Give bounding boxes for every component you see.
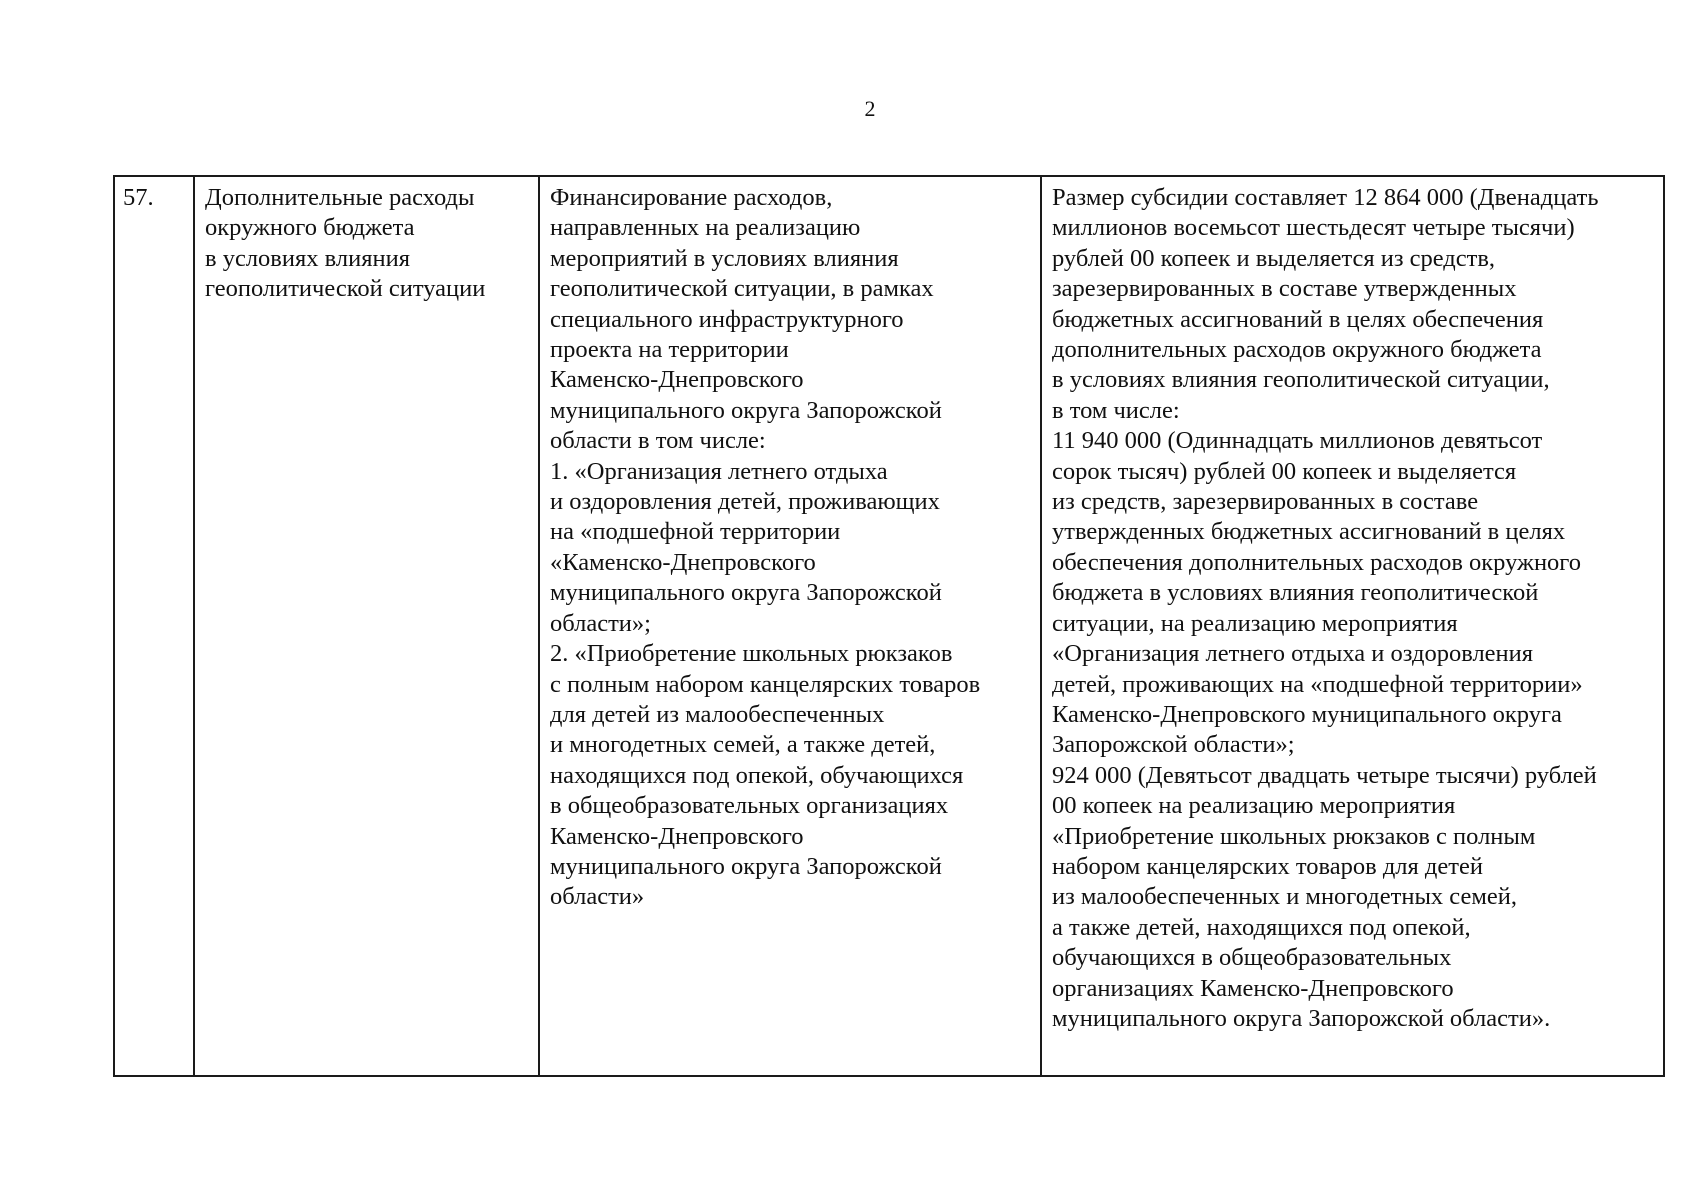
text-line: ситуации, на реализацию мероприятия xyxy=(1052,609,1458,637)
text-line: а также детей, находящихся под опекой, xyxy=(1052,913,1471,941)
text-line: в условиях влияния xyxy=(205,244,410,272)
text-line: муниципального округа Запорожской xyxy=(550,579,942,607)
text-line: набором канцелярских товаров для детей xyxy=(1052,852,1483,880)
text-line: Каменско-Днепровского xyxy=(550,366,804,394)
text-line: сорок тысяч) рублей 00 копеек и выделяется xyxy=(1052,457,1517,485)
text-line: в условиях влияния геополитической ситуации, xyxy=(1052,366,1550,394)
text-line: для детей из малообеспеченных xyxy=(550,700,885,728)
text-line: 924 000 (Девятьсот двадцать четыре тысячи) рублей xyxy=(1052,761,1597,789)
text-line: миллионов восемьсот шестьдесят четыре тысячи) xyxy=(1052,214,1575,242)
text-line: геополитической ситуации xyxy=(205,275,486,303)
text-line: рублей 00 копеек и выделяется из средств, xyxy=(1052,244,1496,272)
text-line: с полным набором канцелярских товаров xyxy=(550,670,981,698)
text-line: 2. «Приобретение школьных рюкзаков xyxy=(550,640,953,668)
text-line: области»; xyxy=(550,609,651,637)
text-line: организациях Каменско-Днепровского xyxy=(1052,974,1454,1002)
text-line: бюджетных ассигнований в целях обеспечения xyxy=(1052,305,1544,333)
text-line: на «подшефной территории xyxy=(550,518,841,546)
text-line: направленных на реализацию xyxy=(550,214,861,242)
text-line: мероприятий в условиях влияния xyxy=(550,244,899,272)
text-line: муниципального округа Запорожской xyxy=(550,396,942,424)
text-line: окружного бюджета xyxy=(205,214,415,242)
text-line: Финансирование расходов, xyxy=(550,184,833,211)
text-line: и многодетных семей, а также детей, xyxy=(550,731,936,759)
text-line: детей, проживающих на «подшефной территории» xyxy=(1052,670,1583,698)
row-number-cell xyxy=(114,176,194,1076)
text-line: 1. «Организация летнего отдыха xyxy=(550,457,888,485)
purpose-cell xyxy=(539,176,1041,1076)
text-line: и оздоровления детей, проживающих xyxy=(550,488,940,516)
text-line: «Организация летнего отдыха и оздоровления xyxy=(1052,640,1534,668)
text-line: Запорожской области»; xyxy=(1052,731,1295,759)
text-line: области в том числе: xyxy=(550,427,766,455)
text-line: Каменско-Днепровского xyxy=(550,822,804,850)
text-line: 11 940 000 (Одиннадцать миллионов девятьсот xyxy=(1052,427,1543,455)
text-line: бюджета в условиях влияния геополитической xyxy=(1052,579,1539,607)
text-line: из малообеспеченных и многодетных семей, xyxy=(1052,883,1517,911)
text-line: «Каменско-Днепровского xyxy=(550,548,816,576)
text-line: находящихся под опекой, обучающихся xyxy=(550,761,964,789)
details-cell xyxy=(1041,176,1664,1076)
text-line: дополнительных расходов окружного бюджета xyxy=(1052,336,1542,364)
text-line: в том числе: xyxy=(1052,396,1180,424)
text-line: проекта на территории xyxy=(550,336,789,364)
text-line: специального инфраструктурного xyxy=(550,305,904,333)
expense-name-cell xyxy=(194,176,539,1076)
text-line: в общеобразовательных организациях xyxy=(550,792,949,820)
text-line: из средств, зарезервированных в составе xyxy=(1052,488,1479,516)
text-line: 00 копеек на реализацию мероприятия xyxy=(1052,792,1456,820)
page-number: 2 xyxy=(864,96,876,121)
table-row xyxy=(114,176,1664,1076)
text-line: зарезервированных в составе утвержденных xyxy=(1052,275,1517,303)
document-table xyxy=(113,175,1665,1077)
text-line: геополитической ситуации, в рамках xyxy=(550,275,934,303)
text-line: муниципального округа Запорожской области». xyxy=(1052,1004,1551,1032)
text-line: Размер субсидии составляет 12 864 000 (Двенадцать xyxy=(1052,184,1599,211)
text-line: области» xyxy=(550,883,645,911)
text-line: обеспечения дополнительных расходов окружного xyxy=(1052,548,1581,576)
text-line: утвержденных бюджетных ассигнований в целях xyxy=(1052,518,1566,546)
text-line: муниципального округа Запорожской xyxy=(550,852,942,880)
text-line: «Приобретение школьных рюкзаков с полным xyxy=(1052,822,1536,850)
text-line: Каменско-Днепровского муниципального округа xyxy=(1052,700,1562,728)
text-line: Дополнительные расходы xyxy=(205,184,475,211)
text-line: обучающихся в общеобразовательных xyxy=(1052,944,1452,972)
row-number: 57. xyxy=(123,184,154,211)
